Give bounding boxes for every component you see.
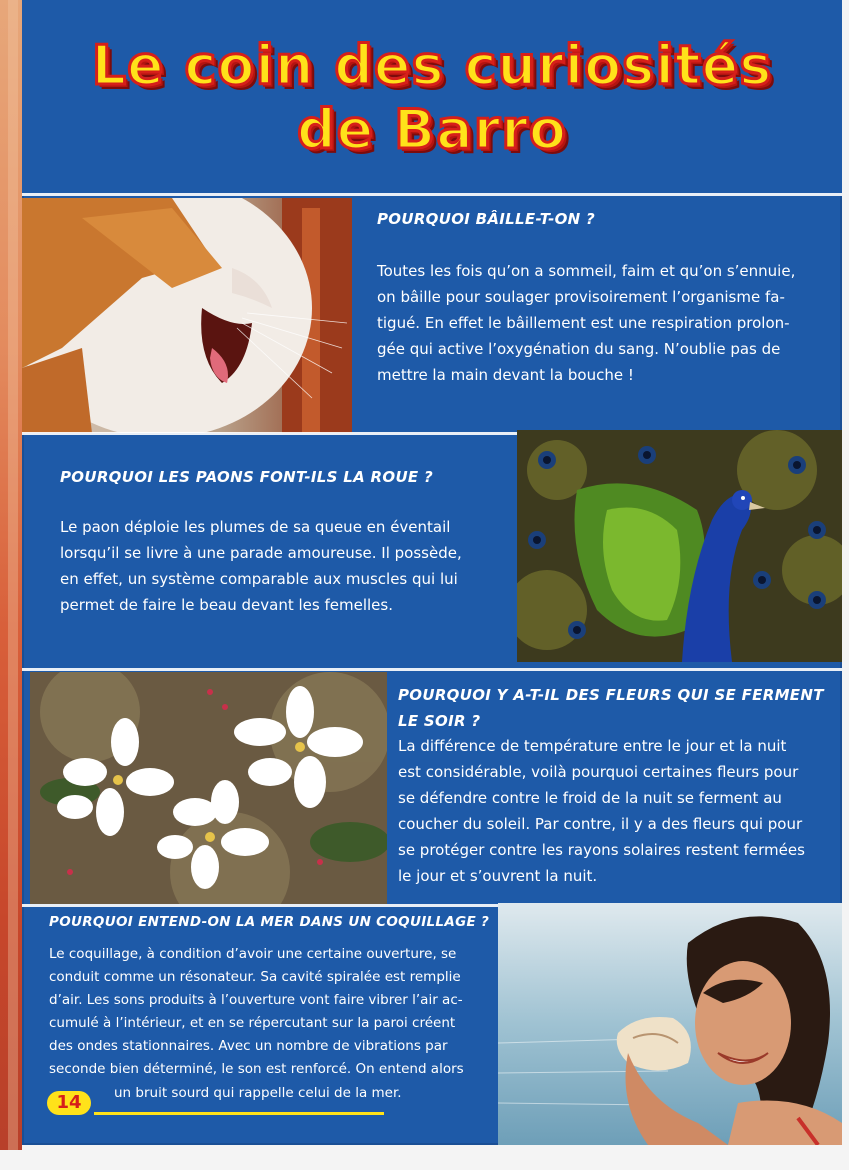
- yawning-cat-photo: [22, 198, 352, 433]
- heading-shell: POURQUOI ENTEND-ON LA MER DANS UN COQUILLAGE ?: [49, 914, 490, 930]
- heading-flowers-line2: LE SOIR ?: [398, 712, 481, 730]
- divider: [22, 668, 842, 671]
- divider: [22, 193, 842, 196]
- title-line-2: de Barro: [296, 98, 568, 161]
- page-header: [22, 0, 842, 195]
- page-number-underline: [94, 1112, 384, 1115]
- title-line-1: Le coin des curiosités: [91, 34, 773, 97]
- peacock-photo: [517, 430, 842, 662]
- heading-flowers-line1: POURQUOI Y A-T-IL DES FLEURS QUI SE FERMENT: [398, 686, 824, 704]
- woman-with-seashell-photo: [498, 903, 842, 1145]
- heading-peacock: POURQUOI LES PAONS FONT-ILS LA ROUE ?: [60, 468, 433, 486]
- white-flowers-photo: [30, 672, 387, 904]
- page-number: 14: [47, 1091, 91, 1115]
- heading-yawn: POURQUOI BÂILLE-T-ON ?: [377, 210, 596, 228]
- left-page-edge-highlight: [8, 0, 18, 1150]
- magazine-page: Le coin des curiosités de Barro POURQUOI BÂILLE-T-ON ? Toutes les fois qu’on a sommeil, faim et qu’on s’ennuie, on bâille pour soulager provisoirement l’organisme fa- tigué. En effet le bâillement est une respiration prolon- gée qui active l’oxygénation du sang. N’oublie pas de mettre la main devant la bouche ! POURQUOI LES PAONS FONT-ILS LA ROUE ? Le paon déploie les plumes de sa queue en éventail lorsqu’il se livre à une parade amoureuse. Il possède, en effet, un système comparable aux muscles qui lui permet de faire le beau devant les femelles. POURQUOI Y A-T-IL DES FLEURS QUI SE FERMENT LE SOIR ? La différence de température entre le jour et la nuit est considérable, voilà pourquoi certaines fleurs pour se défendre contre le froid de la nuit se ferment au coucher du soleil. Par contre, il y a des fleurs qui pour se protéger contre les rayons solaires restent fermées le jour et s’ouvrent la nuit. POURQUOI ENTEND-ON LA MER DANS UN COQUILLAGE ? Le coquillage, à condition d’avoir une certaine ouverture, se conduit comme un résonateur. Sa cavité spiralée est remplie d’air. Les sons produits à l’ouverture vont faire vibrer l’air ac- cumulé à l’intérieur, et en se répercutant sur la paroi créent des ondes stationnaires. Avec un nombre de vibrations par seconde bien déterminé, le son est renforcé. On entend alors un bruit sourd qui rappelle celui de la mer. 14: [22, 0, 842, 1145]
